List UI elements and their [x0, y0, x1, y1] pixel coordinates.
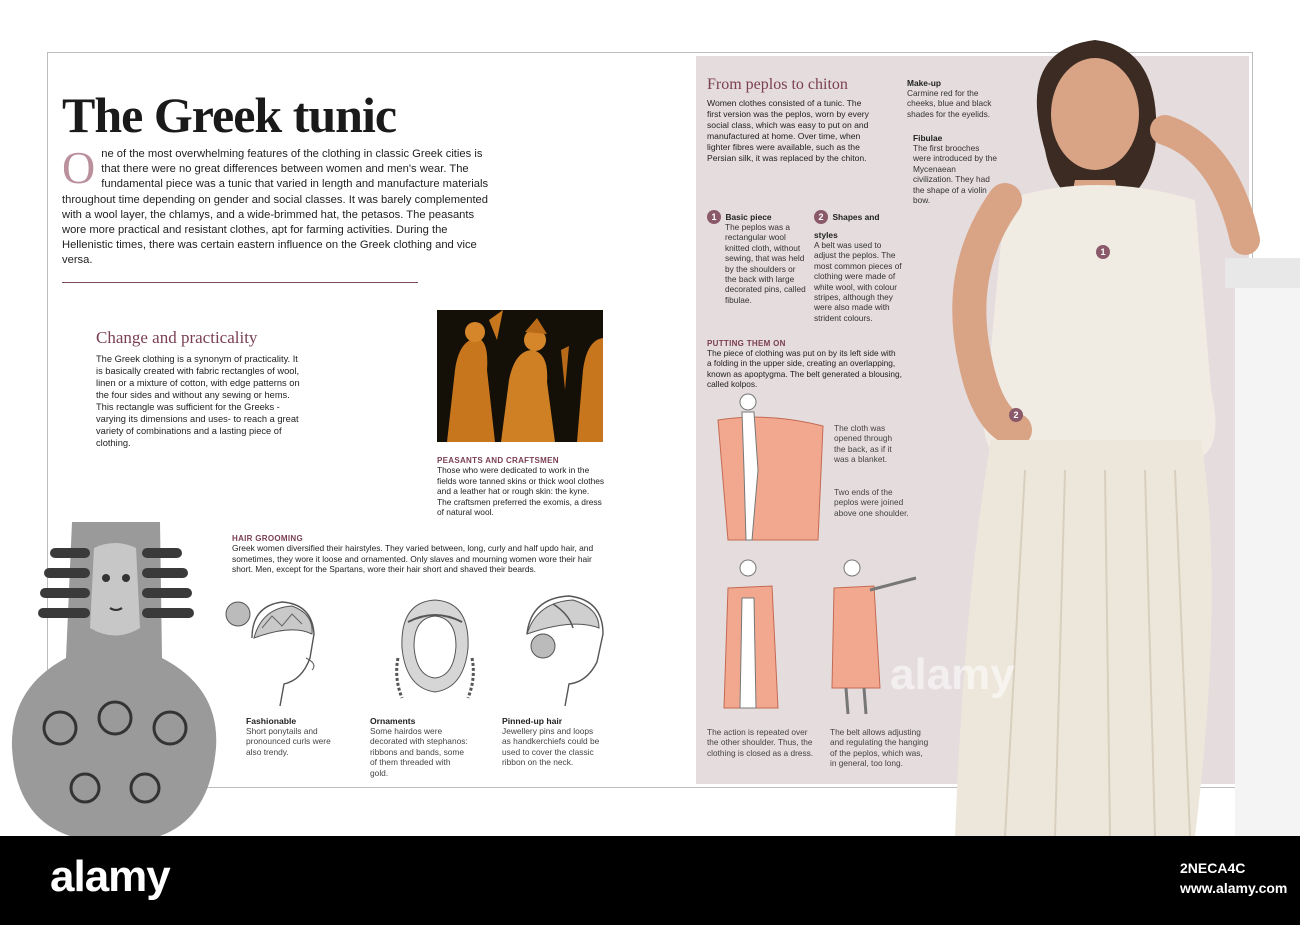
step1-illustration	[708, 390, 828, 550]
page-title: The Greek tunic	[62, 87, 397, 143]
footer-bar	[0, 836, 1300, 925]
hair-pinned-up-illustration	[513, 588, 623, 706]
fibulae-title: Fibulae	[913, 133, 943, 143]
putting-body: The piece of clothing was put on by its left side with a folding in the upper side, creating an overlapping, known as apoptygma. The belt generated a blousing, called kolpos.	[707, 348, 902, 390]
intro-divider	[62, 282, 418, 283]
peasants-title: PEASANTS AND CRAFTSMEN	[437, 456, 559, 465]
putting-step-1: The cloth was opened through the back, as if it was a blanket.	[834, 423, 893, 465]
makeup-title: Make-up	[907, 78, 941, 88]
fibulae-body: The first brooches were introduced by the Mycenaean civilization. They had the shape of a violin bow.	[913, 143, 997, 206]
statue-marker-1: 1	[1096, 245, 1110, 259]
item-title: Shapes and styles	[814, 212, 880, 240]
hair-style-title: Ornaments	[370, 716, 416, 726]
intro-dropcap: O	[62, 142, 96, 193]
alamy-watermark: alamy	[890, 650, 1015, 699]
marker-number: 2	[814, 210, 828, 224]
hair-style-body: Some hairdos were decorated with stephanos: ribbons and bands, some of them threaded with gold.	[370, 726, 468, 778]
putting-step-2: Two ends of the peplos were joined above one shoulder.	[834, 487, 909, 518]
item-body: The peplos was a rectangular wool knitted cloth, without sewing, that was held by the shoulders or the back with large decorated pins, called fibulae.	[725, 222, 806, 305]
marker-number: 1	[707, 210, 721, 224]
putting-step-4: The belt allows adjusting and regulating the hanging of the peplos, which was, in general, too long.	[830, 727, 929, 769]
item-body: A belt was used to adjust the peplos. The most common pieces of clothing were made of white wool, with colour stripes, although they were also made with strident colours.	[814, 240, 902, 323]
peasants-body: Those who were dedicated to work in the fields wore tanned skins or thick wool clothes and a leather hat or rough skin: the kyne. The craftsmen preferred the exomis, a dress of natural wool.	[437, 465, 605, 518]
hair-ornaments-illustration	[380, 588, 490, 706]
site-url: www.alamy.com	[1180, 880, 1288, 896]
step3-illustration	[720, 558, 785, 718]
hair-title: HAIR GROOMING	[232, 534, 304, 543]
makeup-body: Carmine red for the cheeks, blue and black shades for the eyelids.	[907, 88, 992, 119]
hair-style-title: Pinned-up hair	[502, 716, 563, 726]
hair-style-fashionable	[246, 716, 336, 757]
intro-paragraph	[62, 142, 490, 269]
image-code: 2NECA4C	[1180, 860, 1246, 876]
item-title: Basic piece	[725, 212, 772, 222]
hair-fashionable-illustration	[222, 588, 332, 706]
hair-style-ornaments	[370, 716, 470, 778]
alamy-logo: alamy	[50, 852, 170, 901]
hair-body: Greek women diversified their hairstyles. They varied between, long, curly and half updo hair, and sometimes, they wore it loose and ornamented. Only slaves and mourning women wore their hair short. Men, except for the Spartans, wore their hair short and shaved their beards.	[232, 543, 594, 574]
statue-image	[895, 30, 1300, 836]
intro-text: ne of the most overwhelming features of the clothing in classic Greek cities is that there were no great differences between women and men's wear. The fundamental piece was a tunic that varied in length and manufacture materials throughout time depending on gender and social classes. It was barely complemented with a wool layer, the chlamys, and a wide-brimmed hat, the petasos. The peasants wore more practical and resistant clothes, apt for farming activities. During the Hellenistic times, there was certain eastern influence on the Greek clothing and vice versa.	[62, 148, 489, 267]
putting-step-3: The action is repeated over the other shoulder. Thus, the clothing is closed as a dress.	[707, 727, 814, 758]
peplos-title: From peplos to chiton	[707, 76, 848, 93]
vase-image	[10, 518, 220, 836]
hair-style-pinned-up	[502, 716, 602, 768]
statue-marker-2: 2	[1009, 408, 1023, 422]
hair-style-body: Short ponytails and pronounced curls were also trendy.	[246, 726, 331, 757]
peplos-item-basic-piece	[707, 207, 807, 305]
hair-style-body: Jewellery pins and loops as handkerchiefs could be used to cover the classic ribbon on the neck.	[502, 726, 600, 768]
peplos-body: Women clothes consisted of a tunic. The first version was the peplos, worn by every social class, which was easy to put on and manufactured at home. Over time, when lighter fibres were available, such as the Persian silk, it was replaced by the chiton.	[707, 98, 869, 163]
change-body: The Greek clothing is a synonym of practicality. It is basically created with fabric rectangles of wool, linen or a mixture of cotton, with edge patterns on the four sides and without any sewing or hems. This rectangle was sufficient for the Greeks -varying its dimensions and uses- to reach a great variety of combinations and a lasting piece of clothing.	[96, 354, 300, 448]
red-figure-painting-image	[437, 310, 603, 442]
peplos-item-shapes-styles	[814, 207, 904, 323]
putting-title: PUTTING THEM ON	[707, 339, 786, 348]
hair-style-title: Fashionable	[246, 716, 297, 726]
change-title: Change and practicality	[96, 328, 258, 347]
